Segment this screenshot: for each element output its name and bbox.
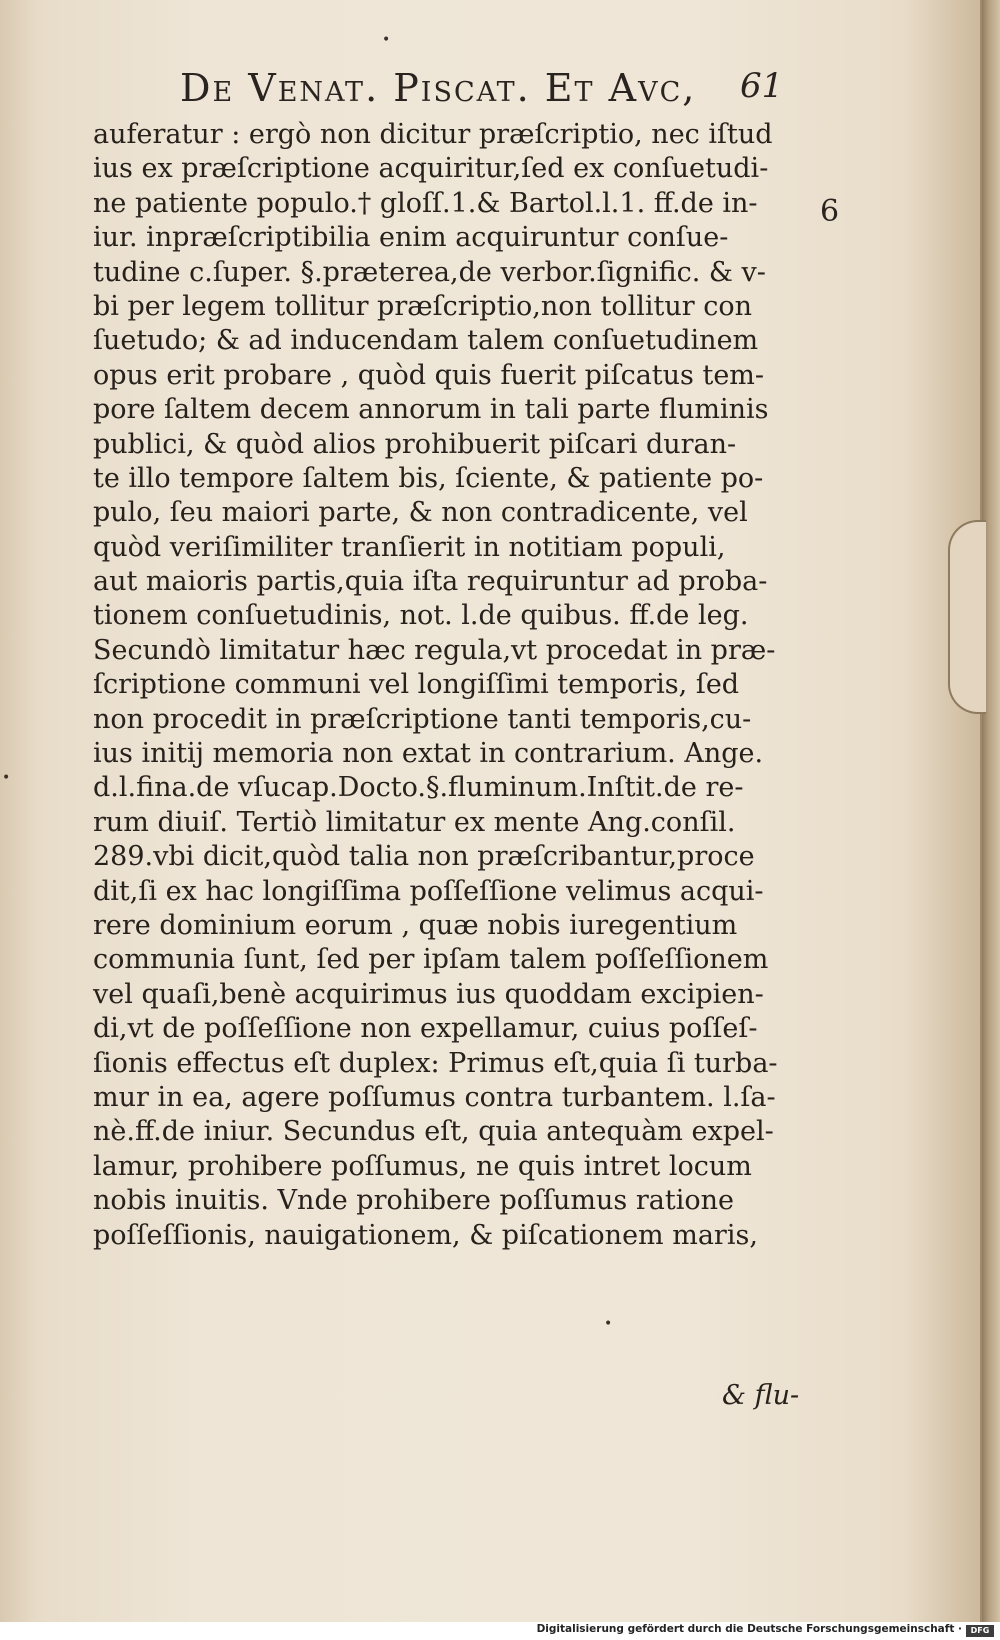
page-number: 61 xyxy=(740,66,784,106)
text-line: tudine c.ſuper. §.præterea,de verbor.ſignific. & v- xyxy=(93,256,766,288)
text-line: pore ſaltem decem annorum in tali parte fluminis xyxy=(93,394,769,426)
text-line: opus erit probare , quòd quis fuerit piſcatus tem- xyxy=(93,359,765,391)
text-line: iur. inpræſcriptibilia enim acquiruntur conſue- xyxy=(93,222,729,254)
text-line: 289.vbi dicit,quòd talia non præſcribantur,proce xyxy=(93,841,755,873)
text-line: quòd veriſimiliter tranſierit in notitiam populi, xyxy=(93,531,726,563)
text-line: di,vt de poſſeſſione non expellamur, cuius poſſeſ- xyxy=(93,1013,758,1045)
text-line: pulo, ſeu maiori parte, & non contradicente, vel xyxy=(93,497,748,529)
dfg-logo: DFG xyxy=(966,1625,994,1637)
ink-speck: • xyxy=(382,32,391,48)
text-line: communia ſunt, ſed per ipſam talem poſſeſſionem xyxy=(93,944,769,976)
running-title: De Venat. Piscat. Et Avc, xyxy=(180,66,697,110)
text-line: Secundò limitatur hæc regula,vt procedat in præ- xyxy=(93,634,776,666)
text-line: ius ex præſcriptione acquiritur,ſed ex conſuetudi- xyxy=(93,153,769,185)
text-line: ſuetudo; & ad inducendam talem conſuetudinem xyxy=(93,325,759,357)
text-line: non procedit in præſcriptione tanti temporis,cu- xyxy=(93,703,752,735)
body-text xyxy=(93,118,793,1253)
ink-speck: • xyxy=(604,1316,613,1332)
text-line: ſionis effectus eſt duplex: Primus eſt,quia ſi turba- xyxy=(93,1047,778,1079)
text-line: aut maioris partis,quia iſta requiruntur ad proba- xyxy=(93,566,768,598)
text-line: vel quaſi,benè acquirimus ius quoddam excipien- xyxy=(93,978,764,1010)
text-line: poſſeſſionis, nauigationem, & piſcationem maris, xyxy=(93,1219,758,1251)
text-line: rum diuiſ. Tertiò limitatur ex mente Ang.conſil. xyxy=(93,806,736,838)
text-line: ſcriptione communi vel longiſſimi temporis, ſed xyxy=(93,669,740,701)
text-line: tionem conſuetudinis, not. l.de quibus. ff.de leg. xyxy=(93,600,749,632)
text-line: rere dominium eorum , quæ nobis iuregentium xyxy=(93,909,738,941)
text-line: te illo tempore ſaltem bis, ſciente, & patiente po- xyxy=(93,462,764,494)
ink-speck: • xyxy=(2,770,11,786)
text-line: dit,ſi ex hac longiſſima poſſeſſione velimus acqui- xyxy=(93,875,764,907)
text-line: bi per legem tollitur præſcriptio,non tollitur con xyxy=(93,290,753,322)
text-line: auferatur : ergò non dicitur præſcriptio, nec iſtud xyxy=(93,119,773,150)
text-line: d.l.fina.de vſucap.Docto.§.fluminum.Inſtit.de re- xyxy=(93,772,744,804)
text-line: mur in ea, agere poſſumus contra turbantem. l.ſa- xyxy=(93,1081,776,1113)
text-line: ius initij memoria non extat in contrarium. Ange. xyxy=(93,738,764,770)
text-line: ne patiente populo.† gloſſ.1.& Bartol.l.1. ff.de in- xyxy=(93,187,758,219)
text-line: lamur, prohibere poſſumus, ne quis intret locum xyxy=(93,1150,752,1182)
footer-bar xyxy=(0,1622,1000,1640)
page-tab-fold xyxy=(948,520,986,714)
page-header xyxy=(0,66,790,116)
catchword: & flu- xyxy=(722,1380,800,1411)
text-line: publici, & quòd alios prohibuerit piſcari duran- xyxy=(93,428,737,460)
digitization-credit: Digitalisierung gefördert durch die Deutsche Forschungsgemeinschaft · xyxy=(536,1623,962,1635)
marginal-note-mark: 6 xyxy=(820,194,840,229)
text-line: nobis inuitis. Vnde prohibere poſſumus ratione xyxy=(93,1185,734,1217)
page-edge xyxy=(982,0,1000,1622)
text-line: nè.ff.de iniur. Secundus eſt, quia antequàm expel- xyxy=(93,1116,774,1148)
